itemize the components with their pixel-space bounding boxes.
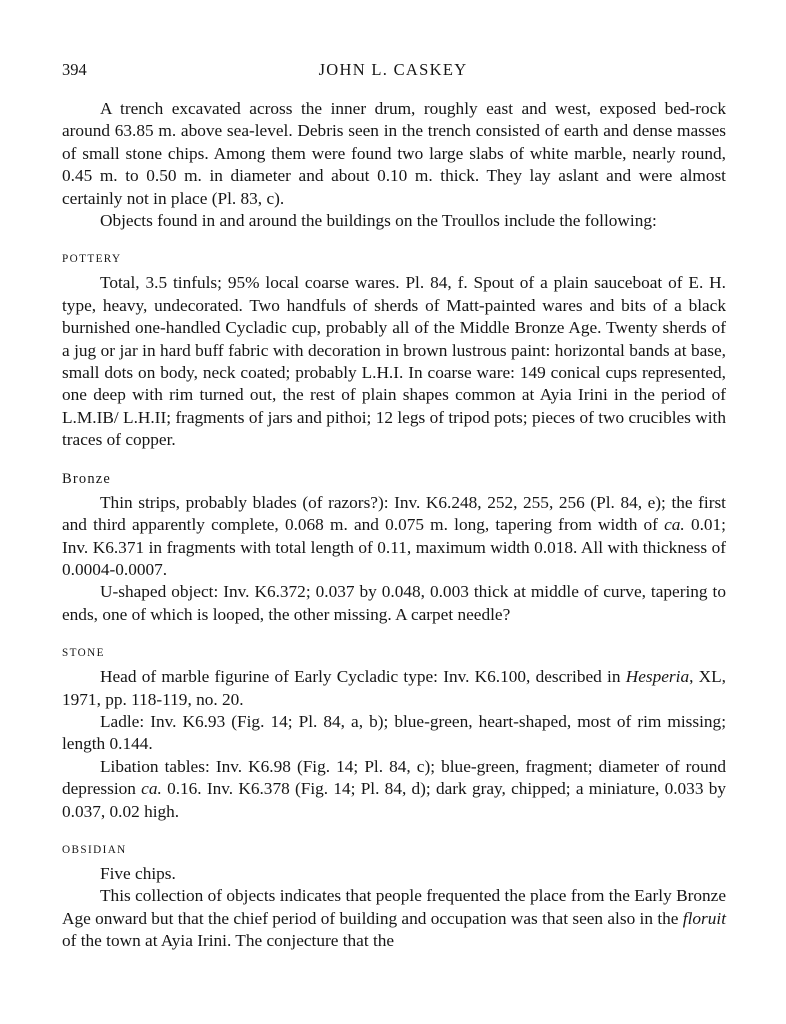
running-head: JOHN L. CASKEY xyxy=(318,60,468,79)
paragraph-bronze-ushaped xyxy=(62,581,726,626)
paragraph-stone-head xyxy=(62,666,726,711)
section-heading-bronze: Bronze xyxy=(62,470,112,487)
paragraph-text: of the town at Ayia Irini. The conjecture that the xyxy=(62,931,395,951)
paragraph-text: 0.16. Inv. K6.378 (Fig. 14; Pl. 84, d); dark gray, chipped; a miniature, 0.033 by 0.037, 0.02 high. xyxy=(62,779,726,821)
paragraph-text: Thin strips, probably blades (of razors?): Inv. K6.248, 252, 255, 256 (Pl. 84, e); the first and third apparently complete, 0.068 m. and 0.075 m. long, tapering from width of xyxy=(62,492,726,535)
page-number: 394 xyxy=(62,60,87,79)
italic-abbreviation: ca. xyxy=(664,515,685,535)
paragraph-text: Total, 3.5 tinfuls; 95% local coarse wares. Pl. 84, f. Spout of a plain sauceboat of E. H. type, heavy, undecorated. Two handfuls of sherds of Matt-painted wares and bits of a black burnished one-handled Cycladic cup, probably all of the Middle Bronze Age. Twenty sherds of a jug or jar in hard buff fabric with decoration in brown lustrous paint: horizontal bands at base, small dots on body, neck coated; probably L.H.I. In coarse ware: 149 conical cups represented, one deep with rim turned out, the rest of plain shapes common at Ayia Irini in the period of L.M.IB/ L.H.II; fragments of jars and pithoi; 12 legs of tripod pots; pieces of two crucibles with traces of copper. xyxy=(62,273,726,450)
paragraph-text: Libation tables: Inv. K6.98 (Fig. 14; Pl. 84, c); blue-green, fragment; diameter of round depression xyxy=(62,756,726,799)
paragraph-stone-ladle xyxy=(62,711,726,756)
paragraph-text: Head of marble figurine of Early Cycladic type: Inv. K6.100, described in xyxy=(100,667,626,687)
paragraph-text: Objects found in and around the buildings on the Troullos include the following: xyxy=(100,211,657,231)
paragraph-text: Ladle: Inv. K6.93 (Fig. 14; Pl. 84, a, b); blue-green, heart-shaped, most of rim missing; length 0.144. xyxy=(62,711,726,754)
paragraph-trench xyxy=(62,98,726,210)
paragraph-text: U-shaped object: Inv. K6.372; 0.037 by 0.048, 0.003 thick at middle of curve, tapering to ends, one of which is looped, the other missing. A carpet needle? xyxy=(62,582,726,624)
paragraph-obsidian xyxy=(62,863,726,885)
paragraph-pottery xyxy=(62,272,726,451)
paragraph-bronze-strips xyxy=(62,492,726,582)
page-header xyxy=(62,60,724,84)
paragraph-stone-libation xyxy=(62,756,726,823)
paragraph-text: A trench excavated across the inner drum, roughly east and west, exposed bed-rock around 63.85 m. above sea-level. Debris seen in the trench consisted of earth and dense masses of small stone chips. Among them were found two large slabs of white marble, nearly round, 0.45 m. to 0.50 m. in diameter and about 0.10 m. thick. They lay aslant and were almost certainly not in place (Pl. 83, c). xyxy=(62,99,726,208)
journal-title: Hesperia xyxy=(625,667,690,687)
section-heading-pottery: POTTERY xyxy=(62,253,122,266)
paragraph-text: 0.01; Inv. K6.371 in fragments with total length of 0.11, maximum width 0.018. All with thickness of 0.0004-0.0007. xyxy=(62,515,726,579)
paragraph-text: , XL, 1971, pp. 118-119, no. 20. xyxy=(62,667,727,709)
italic-term: floruit xyxy=(682,908,726,928)
section-heading-stone: STONE xyxy=(62,647,105,660)
paragraph-text: This collection of objects indicates that people frequented the place from the Early Bronze Age onward but that the chief period of building and occupation was that seen also in the xyxy=(62,886,726,928)
section-heading-obsidian: OBSIDIAN xyxy=(62,843,127,856)
paragraph-text: Five chips. xyxy=(100,863,176,883)
paragraph-objects xyxy=(62,210,726,232)
body-text xyxy=(62,98,726,953)
paragraph-conclusion xyxy=(62,885,726,952)
italic-abbreviation: ca. xyxy=(141,779,162,799)
